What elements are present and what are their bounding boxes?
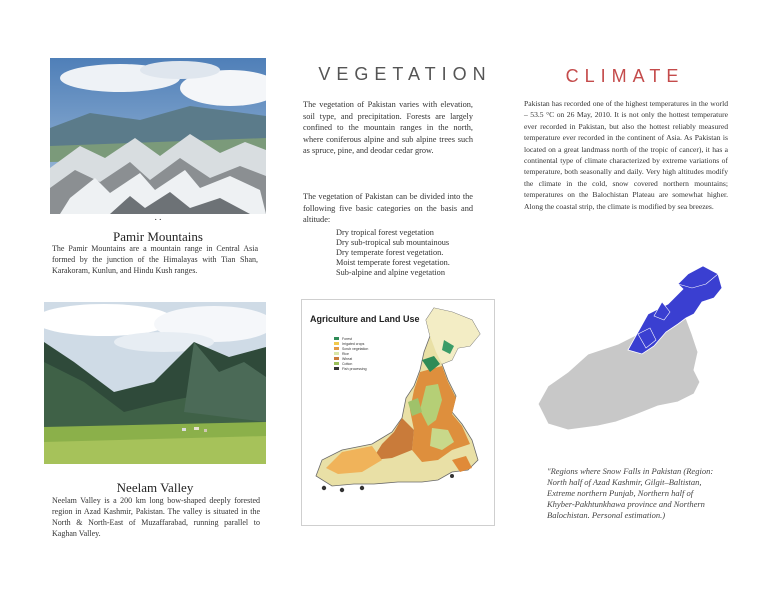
vegetation-heading: VEGETATION	[318, 64, 492, 84]
pamir-title: Pamir Mountains	[113, 229, 203, 244]
vegetation-paragraph-1: The vegetation of Pakistan varies with elevation, soil type, and precipitation. Forests are largely confined to the mountain ranges in the north, where coniferous alpine and sub alpine trees such as spruce, pine, and deodar cedar grow.	[303, 100, 473, 155]
list-item: Dry tropical forest vegetation	[336, 228, 434, 237]
land-use-map	[301, 299, 495, 526]
neelam-title: Neelam Valley	[116, 480, 194, 495]
neelam-description: Neelam Valley is a 200 km long bow-shaped deeply forested region in Azad Kashmir, Pakistan. The valley is situated in the North & North-East of Muzaffarabad, running parallel to Kaghan Valley.	[52, 496, 260, 538]
pamir-dots: . .	[154, 212, 162, 222]
climate-heading: CLIMATE	[565, 66, 685, 86]
legend-item: Scrub vegetation	[334, 346, 374, 351]
list-item: Dry sub-tropical sub mountainous	[336, 238, 450, 247]
list-item: Moist temperate forest vegetation.	[336, 258, 450, 267]
legend-item: Cotton	[334, 361, 374, 366]
snowfall-map	[528, 254, 728, 449]
legend-item: Irrigated crops	[334, 341, 374, 346]
legend-item: Fish processing	[334, 366, 374, 371]
vegetation-categories-list	[303, 228, 478, 278]
vegetation-list-clip	[303, 228, 478, 278]
pamir-mountains-photo	[50, 58, 266, 214]
vegetation-paragraph-2: The vegetation of Pakistan can be divided into the following five basic categories on the basis and altitude:	[303, 192, 473, 224]
legend-item: Wheat	[334, 356, 374, 361]
list-item: Sub-alpine and alpine vegetation	[336, 268, 445, 277]
neelam-valley-photo	[44, 302, 266, 464]
land-use-map-title: Agriculture and Land Use	[310, 314, 420, 324]
pamir-description: The Pamir Mountains are a mountain range in Central Asia formed by the junction of the Himalayas with Tian Shan, Karakoram, Kunlun, and Hindu Kush ranges.	[52, 244, 258, 275]
legend-item: Forest	[334, 336, 374, 341]
snowfall-map-caption: "Regions where Snow Falls in Pakistan (Region: North half of Azad Kashmir, Gilgit–Baltistan, Extreme northern Punjab, Northern half of Khyber-Pakhtunkhawa province and Northern Balochistan. Personal estimation.)	[547, 466, 714, 520]
climate-paragraph: Pakistan has recorded one of the highest temperatures in the world – 53.5 °C on 26 May, 2010. It is not only the hottest temperature ever recorded in Pakistan, but also the hottest reliably measured temperature ever recorded in the continent of Asia. As Pakistan is located on a great landmass north of the tropic of cancer), it has a continental type of climate characterized by extreme variations of temperature, both seasonally and daily. Very high altitudes modify the climate in the cold, snow covered northern mountains; temperatures on the Balochistan Plateau are somewhat higher. Along the coastal strip, the climate is modified by sea breezes.	[524, 99, 728, 211]
list-item: Dry temperate forest vegetation.	[336, 248, 444, 257]
legend-item: Rice	[334, 351, 374, 356]
